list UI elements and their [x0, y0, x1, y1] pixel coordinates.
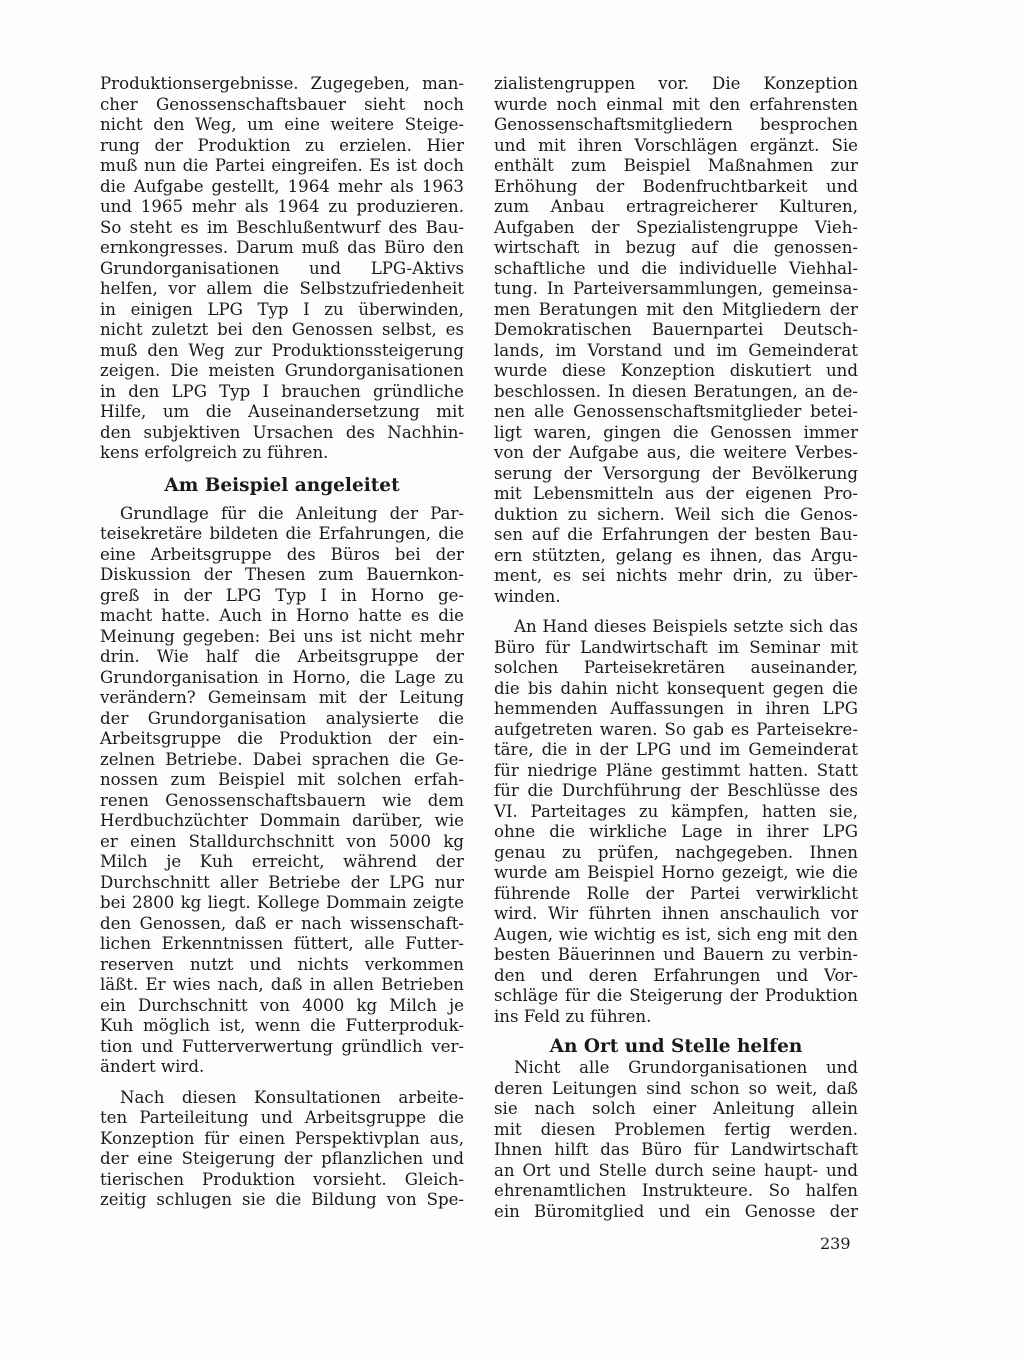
text-line: enthält zum Beispiel Maßnahmen zur — [494, 156, 858, 175]
text-line: wurde am Beispiel Horno gezeigt, wie die — [494, 863, 858, 882]
page-number: 239 — [820, 1234, 851, 1253]
text-line: verändern? Gemeinsam mit der Leitung — [100, 688, 464, 707]
text-line: die bis dahin nicht konsequent gegen die — [494, 678, 858, 698]
paragraph-gap — [494, 607, 858, 617]
text-line: zialistengruppen vor. Die Konzeption — [494, 74, 858, 93]
text-line: Milch je Kuh erreicht, während der — [100, 852, 464, 871]
text-line: muß nun die Partei eingreifen. Es ist doch — [100, 156, 464, 175]
text-line: drin. Wie half die Arbeitsgruppe der — [100, 647, 464, 666]
text-line: nicht zuletzt bei den Genossen selbst, es — [100, 320, 464, 339]
text-line: ment, es sei nichts mehr drin, zu über- — [494, 566, 858, 585]
text-line: der Grundorganisation analysierte die — [100, 708, 464, 728]
text-line: mit diesen Problemen fertig werden. — [494, 1119, 858, 1139]
text-line: beschlossen. In diesen Beratungen, an de- — [494, 381, 858, 401]
text-line: An Hand dieses Beispiels setzte sich das — [514, 617, 858, 636]
text-line: den Genossen, daß er nach wissenschaft- — [100, 913, 464, 933]
text-line: Ihnen hilft das Büro für Landwirtschaft — [494, 1140, 858, 1159]
paragraph-horno-example — [100, 504, 464, 1078]
text-line: tierischen Produktion vorsieht. Gleich- — [100, 1169, 464, 1189]
text-line: serung der Versorgung der Bevölkerung — [494, 463, 858, 483]
text-line: renen Genossenschaftsbauern wie dem — [100, 790, 464, 810]
text-line: Nach diesen Konsultationen arbeite- — [120, 1087, 464, 1107]
text-line: Arbeitsgruppe die Produktion der ein- — [100, 729, 464, 748]
paragraph-konzeption — [494, 74, 858, 607]
section-heading-an-ort-und-stelle: An Ort und Stelle helfen — [549, 1036, 803, 1057]
text-line: aufgetreten waren. So gab es Parteisekre- — [494, 719, 858, 739]
text-line: Augen, wie wichtig es ist, sich eng mit den — [494, 924, 858, 944]
text-line: Diskussion der Thesen zum Bauernkon- — [100, 565, 464, 584]
text-line: greß in der LPG Typ I in Horno ge- — [100, 585, 464, 605]
text-line: von der Aufgabe aus, die weitere Verbes- — [494, 443, 858, 462]
text-line: ten Parteileitung und Arbeitsgruppe die — [100, 1108, 464, 1127]
text-line: ernkongresses. Darum muß das Büro den — [100, 238, 464, 257]
text-line: nossen zum Beispiel mit solchen erfah- — [100, 770, 464, 789]
text-line: Büro für Landwirtschaft im Seminar mit — [494, 637, 858, 657]
text-line: für die Durchführung der Beschlüsse des — [494, 781, 858, 800]
text-line: winden. — [494, 586, 561, 606]
text-line: täre, die in der LPG und im Gemeinderat — [494, 740, 858, 759]
text-line: reserven nutzt und nichts verkommen — [100, 954, 464, 974]
text-line: Produktionsergebnisse. Zugegeben, man- — [100, 74, 464, 93]
text-line: genau zu prüfen, nachgegeben. Ihnen — [494, 842, 858, 862]
text-line: der eine Steigerung der pflanzlichen und — [100, 1149, 464, 1168]
paragraph-gap — [100, 1078, 464, 1088]
text-line: führende Rolle der Partei verwirklicht — [494, 883, 858, 903]
text-line: eine Arbeitsgruppe des Büros bei der — [100, 544, 464, 564]
text-line: Konzeption für einen Perspektivplan aus, — [100, 1128, 464, 1148]
text-line: ligt waren, gingen die Genossen immer — [494, 422, 858, 442]
text-line: wirtschaft in bezug auf die genossen- — [494, 238, 858, 257]
paragraph-instrukteure — [494, 1058, 858, 1222]
text-line: So steht es im Beschlußentwurf des Bau- — [100, 217, 464, 237]
text-line: lichen Erkenntnissen füttert, alle Futter- — [100, 934, 464, 953]
text-line: Grundorganisationen und LPG-Aktivs — [100, 258, 464, 278]
text-line: lands, im Vorstand und im Gemeinderat — [494, 340, 858, 360]
text-line: er einen Stalldurchschnitt von 5000 kg — [100, 831, 464, 851]
text-line: Hilfe, um die Auseinandersetzung mit — [100, 402, 464, 421]
text-line: Meinung gegeben: Bei uns ist nicht mehr — [100, 626, 464, 646]
section-heading-am-beispiel: Am Beispiel angeleitet — [164, 474, 400, 496]
text-line: duktion zu sichern. Weil sich die Genos- — [494, 504, 858, 524]
text-line: rung der Produktion zu erzielen. Hier — [100, 135, 464, 155]
text-line: Aufgaben der Spezialistengruppe Vieh- — [494, 217, 858, 237]
text-line: zeitig schlugen sie die Bildung von Spe- — [100, 1190, 464, 1209]
text-line: cher Genossenschaftsbauer sieht noch — [100, 94, 464, 114]
text-line: an Ort und Stelle durch seine haupt- und — [494, 1160, 858, 1180]
text-line: in einigen LPG Typ I zu überwinden, — [100, 299, 464, 319]
text-line: die Aufgabe gestellt, 1964 mehr als 1963 — [100, 176, 464, 196]
text-line: Kuh möglich ist, wenn die Futterproduk- — [100, 1016, 464, 1035]
text-line: Nicht alle Grundorganisationen und — [514, 1058, 858, 1077]
text-line: wurde diese Konzeption diskutiert und — [494, 361, 858, 380]
text-line: hemmenden Auffassungen in ihren LPG — [494, 699, 858, 718]
left-column — [100, 74, 464, 1211]
text-line: ändert wird. — [100, 1057, 205, 1076]
text-line: helfen, vor allem die Selbstzufriedenheit — [100, 279, 464, 298]
text-line: schläge für die Steigerung der Produktion — [494, 986, 858, 1005]
text-line: wurde noch einmal mit den erfahrensten — [494, 94, 858, 114]
text-line: besten Bäuerinnen und Bauern zu verbin- — [494, 945, 858, 964]
text-line: tung. In Parteiversammlungen, gemeinsa- — [494, 279, 858, 298]
text-line: nicht den Weg, um eine weitere Steige- — [100, 115, 464, 134]
text-line: bei 2800 kg liegt. Kollege Dommain zeigte — [100, 893, 464, 912]
text-line: in den LPG Typ I brauchen gründliche — [100, 381, 464, 401]
text-line: macht hatte. Auch in Horno hatte es die — [100, 606, 464, 625]
text-line: muß den Weg zur Produktionssteigerung — [100, 340, 464, 360]
text-line: ern stützten, gelang es ihnen, das Argu- — [494, 545, 858, 565]
text-line: Genossenschaftsmitgliedern besprochen — [494, 115, 858, 134]
text-line: ohne die wirkliche Lage in ihrer LPG — [494, 822, 858, 841]
text-line: den und deren Erfahrungen und Vor- — [494, 965, 858, 985]
text-line: Durchschnitt aller Betriebe der LPG nur — [100, 872, 464, 892]
text-line: sie nach solch einer Anleitung allein — [494, 1099, 858, 1118]
text-line: ins Feld zu führen. — [494, 1006, 652, 1026]
text-line: solchen Parteisekretären auseinander, — [494, 658, 858, 677]
text-line: Herdbuchzüchter Dommain darüber, wie — [100, 811, 464, 830]
text-line: tion und Futterverwertung gründlich ver- — [100, 1036, 464, 1056]
text-line: ein Durchschnitt von 4000 kg Milch je — [100, 995, 464, 1015]
paragraph-productivity — [100, 74, 464, 464]
text-line: Demokratischen Bauernpartei Deutsch- — [494, 320, 858, 339]
text-line: den subjektiven Ursachen des Nachhin- — [100, 422, 464, 442]
text-line: men Beratungen mit den Mitgliedern der — [494, 299, 858, 319]
text-line: sen auf die Erfahrungen der besten Bau- — [494, 525, 858, 544]
text-line: und mit ihren Vorschlägen ergänzt. Sie — [494, 135, 858, 155]
text-line: schaftliche und die individuelle Viehhal- — [494, 258, 858, 278]
text-line: wird. Wir führten ihnen anschaulich vor — [494, 904, 858, 923]
right-column — [494, 74, 858, 1222]
text-line: Erhöhung der Bodenfruchtbarkeit und — [494, 176, 858, 196]
text-line: ehrenamtlichen Instrukteure. So halfen — [494, 1181, 858, 1200]
text-line: Grundlage für die Anleitung der Par- — [120, 503, 464, 523]
paragraph-seminar — [494, 617, 858, 1027]
text-line: zelnen Betriebe. Dabei sprachen die Ge- — [100, 749, 464, 769]
text-line: nen alle Genossenschaftsmitglieder betei- — [494, 402, 858, 421]
text-line: ein Büromitglied und ein Genosse der — [494, 1201, 858, 1221]
text-line: und 1965 mehr als 1964 zu produzieren. — [100, 197, 464, 216]
text-line: mit Lebensmitteln aus der eigenen Pro- — [494, 484, 858, 503]
text-line: zum Anbau ertragreicherer Kulturen, — [494, 197, 858, 216]
text-line: kens erfolgreich zu führen. — [100, 443, 329, 462]
text-line: Grundorganisation in Horno, die Lage zu — [100, 667, 464, 687]
text-line: läßt. Er wies nach, daß in allen Betrieben — [100, 975, 464, 994]
text-line: teisekretäre bildeten die Erfahrungen, die — [100, 524, 464, 543]
text-line: deren Leitungen sind schon so weit, daß — [494, 1078, 858, 1098]
paragraph-konsultationen — [100, 1088, 464, 1211]
text-line: für niedrige Pläne gestimmt hatten. Statt — [494, 760, 858, 780]
text-line: zeigen. Die meisten Grundorganisationen — [100, 361, 464, 380]
text-line: VI. Parteitages zu kämpfen, hatten sie, — [494, 801, 858, 821]
